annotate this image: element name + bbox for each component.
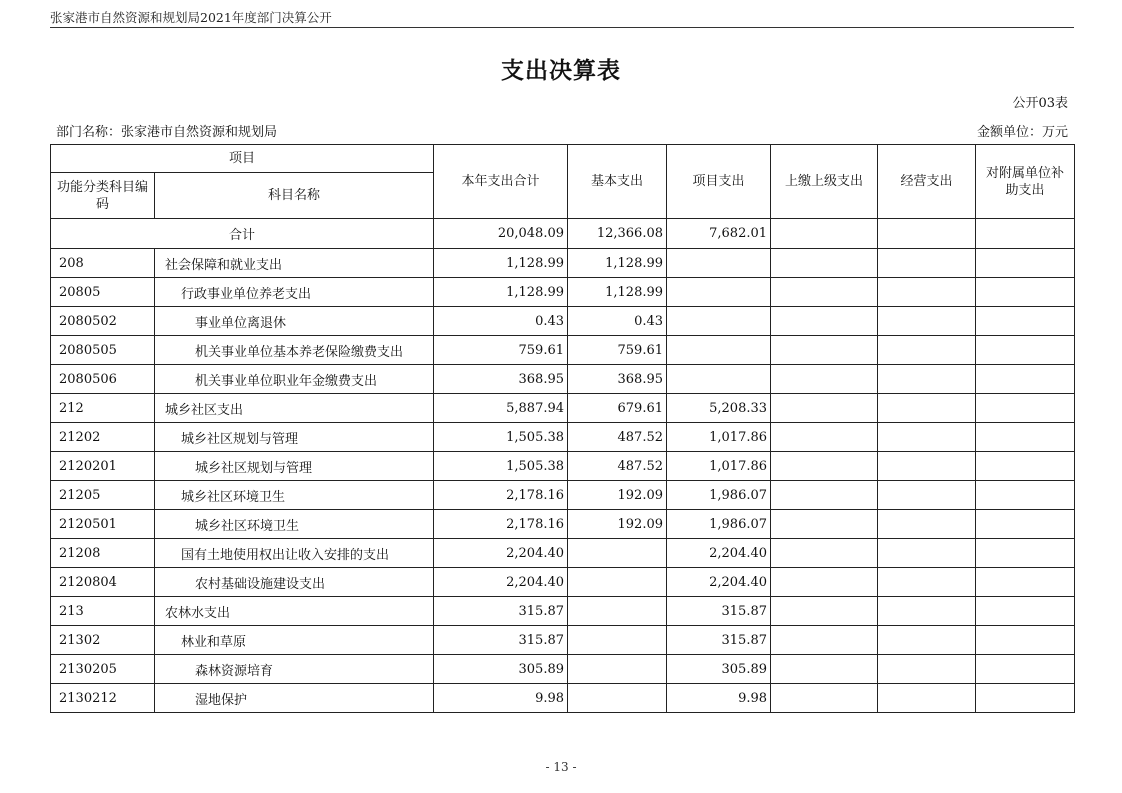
table-row (51, 249, 1075, 278)
row-subsidy (976, 423, 1075, 452)
row-project: 1,017.86 (667, 452, 771, 481)
row-total: 1,128.99 (434, 278, 568, 307)
header-subsidy: 对附属单位补助支出 (976, 145, 1075, 219)
row-project (667, 307, 771, 336)
row-name: 城乡社区规划与管理 (155, 423, 434, 452)
row-project (667, 336, 771, 365)
row-basic: 1,128.99 (568, 249, 667, 278)
row-total: 1,128.99 (434, 249, 568, 278)
row-upper (771, 423, 878, 452)
amount-unit: 金额单位：万元 (976, 125, 1068, 140)
row-project: 315.87 (667, 626, 771, 655)
row-basic: 368.95 (568, 365, 667, 394)
table-row (51, 423, 1075, 452)
table-row (51, 539, 1075, 568)
department-name: 部门名称：张家港市自然资源和规划局 (56, 125, 278, 140)
row-basic (568, 626, 667, 655)
row-basic (568, 655, 667, 684)
row-upper (771, 626, 878, 655)
row-code: 20805 (51, 278, 155, 307)
header-total: 本年支出合计 (434, 145, 568, 219)
expenditure-table (50, 144, 1075, 713)
row-upper (771, 307, 878, 336)
row-total: 9.98 (434, 684, 568, 713)
row-subsidy (976, 307, 1075, 336)
row-subsidy (976, 597, 1075, 626)
table-row (51, 510, 1075, 539)
row-name: 农林水支出 (155, 597, 434, 626)
total-business (878, 219, 976, 249)
row-subsidy (976, 510, 1075, 539)
row-upper (771, 684, 878, 713)
row-code: 21208 (51, 539, 155, 568)
table-row (51, 684, 1075, 713)
row-subsidy (976, 626, 1075, 655)
row-project: 1,986.07 (667, 481, 771, 510)
row-project: 9.98 (667, 684, 771, 713)
row-subsidy (976, 684, 1075, 713)
row-project: 1,986.07 (667, 510, 771, 539)
row-subsidy (976, 452, 1075, 481)
row-name: 机关事业单位基本养老保险缴费支出 (155, 336, 434, 365)
row-upper (771, 510, 878, 539)
header-upper: 上缴上级支出 (771, 145, 878, 219)
table-row (51, 365, 1075, 394)
row-subsidy (976, 539, 1075, 568)
row-business (878, 307, 976, 336)
row-upper (771, 365, 878, 394)
row-subsidy (976, 568, 1075, 597)
row-total: 2,178.16 (434, 510, 568, 539)
row-total: 368.95 (434, 365, 568, 394)
row-business (878, 452, 976, 481)
row-project: 2,204.40 (667, 539, 771, 568)
row-name: 城乡社区规划与管理 (155, 452, 434, 481)
row-name: 机关事业单位职业年金缴费支出 (155, 365, 434, 394)
header-basic: 基本支出 (568, 145, 667, 219)
row-code: 2080506 (51, 365, 155, 394)
row-upper (771, 568, 878, 597)
row-project: 2,204.40 (667, 568, 771, 597)
row-code: 212 (51, 394, 155, 423)
row-total: 0.43 (434, 307, 568, 336)
row-project (667, 249, 771, 278)
row-upper (771, 249, 878, 278)
row-basic: 759.61 (568, 336, 667, 365)
row-code: 2080502 (51, 307, 155, 336)
row-code: 213 (51, 597, 155, 626)
row-code: 2130205 (51, 655, 155, 684)
row-business (878, 626, 976, 655)
form-number: 公开03表 (1012, 96, 1068, 111)
row-subsidy (976, 394, 1075, 423)
total-basic: 12,366.08 (568, 219, 667, 249)
row-upper (771, 481, 878, 510)
row-code: 2120201 (51, 452, 155, 481)
row-upper (771, 452, 878, 481)
row-basic: 192.09 (568, 481, 667, 510)
row-project: 5,208.33 (667, 394, 771, 423)
row-business (878, 568, 976, 597)
row-total: 759.61 (434, 336, 568, 365)
row-total: 2,204.40 (434, 539, 568, 568)
table-row (51, 307, 1075, 336)
row-basic: 487.52 (568, 452, 667, 481)
row-upper (771, 597, 878, 626)
row-business (878, 510, 976, 539)
total-upper (771, 219, 878, 249)
total-project: 7,682.01 (667, 219, 771, 249)
header-code: 功能分类科目编码 (51, 173, 155, 219)
row-total: 1,505.38 (434, 423, 568, 452)
row-name: 城乡社区环境卫生 (155, 481, 434, 510)
header-project-expense: 项目支出 (667, 145, 771, 219)
row-total: 5,887.94 (434, 394, 568, 423)
row-subsidy (976, 481, 1075, 510)
row-subsidy (976, 655, 1075, 684)
row-upper (771, 394, 878, 423)
row-name: 湿地保护 (155, 684, 434, 713)
row-business (878, 394, 976, 423)
row-business (878, 336, 976, 365)
row-subsidy (976, 365, 1075, 394)
row-name: 行政事业单位养老支出 (155, 278, 434, 307)
row-basic: 1,128.99 (568, 278, 667, 307)
row-upper (771, 655, 878, 684)
table-row (51, 626, 1075, 655)
row-name: 国有土地使用权出让收入安排的支出 (155, 539, 434, 568)
row-project (667, 365, 771, 394)
table-row (51, 481, 1075, 510)
row-business (878, 539, 976, 568)
table-row (51, 655, 1075, 684)
table-row (51, 394, 1075, 423)
row-total: 2,204.40 (434, 568, 568, 597)
row-basic: 0.43 (568, 307, 667, 336)
row-business (878, 684, 976, 713)
row-name: 城乡社区环境卫生 (155, 510, 434, 539)
table-row (51, 452, 1075, 481)
row-basic: 679.61 (568, 394, 667, 423)
table-row (51, 336, 1075, 365)
row-upper (771, 539, 878, 568)
table-row (51, 278, 1075, 307)
row-code: 2130212 (51, 684, 155, 713)
page-title: 支出决算表 (501, 58, 621, 84)
row-code: 2080505 (51, 336, 155, 365)
row-total: 2,178.16 (434, 481, 568, 510)
row-name: 林业和草原 (155, 626, 434, 655)
row-code: 2120804 (51, 568, 155, 597)
row-basic (568, 684, 667, 713)
row-name: 事业单位离退休 (155, 307, 434, 336)
row-project: 1,017.86 (667, 423, 771, 452)
total-subsidy (976, 219, 1075, 249)
row-business (878, 423, 976, 452)
row-business (878, 249, 976, 278)
row-total: 315.87 (434, 597, 568, 626)
row-basic: 487.52 (568, 423, 667, 452)
total-sum: 20,048.09 (434, 219, 568, 249)
row-business (878, 365, 976, 394)
row-code: 21202 (51, 423, 155, 452)
row-business (878, 278, 976, 307)
row-total: 1,505.38 (434, 452, 568, 481)
header-business: 经营支出 (878, 145, 976, 219)
row-code: 2120501 (51, 510, 155, 539)
row-business (878, 597, 976, 626)
row-project: 315.87 (667, 597, 771, 626)
header-name: 科目名称 (155, 173, 434, 219)
row-name: 森林资源培育 (155, 655, 434, 684)
row-code: 208 (51, 249, 155, 278)
table-row (51, 568, 1075, 597)
row-code: 21302 (51, 626, 155, 655)
row-subsidy (976, 336, 1075, 365)
row-business (878, 481, 976, 510)
row-total: 305.89 (434, 655, 568, 684)
row-basic (568, 568, 667, 597)
row-business (878, 655, 976, 684)
total-label: 合计 (51, 219, 434, 249)
row-project (667, 278, 771, 307)
running-header: 张家港市自然资源和规划局2021年度部门决算公开 (50, 10, 332, 25)
row-code: 21205 (51, 481, 155, 510)
row-name: 城乡社区支出 (155, 394, 434, 423)
total-row (51, 219, 1075, 249)
page-number: - 13 - (545, 760, 577, 774)
header-rule (50, 27, 1074, 28)
table-row (51, 597, 1075, 626)
row-subsidy (976, 278, 1075, 307)
row-upper (771, 278, 878, 307)
row-name: 社会保障和就业支出 (155, 249, 434, 278)
row-name: 农村基础设施建设支出 (155, 568, 434, 597)
row-basic (568, 597, 667, 626)
row-upper (771, 336, 878, 365)
table-body (51, 219, 1075, 713)
row-project: 305.89 (667, 655, 771, 684)
row-basic (568, 539, 667, 568)
header-project: 项目 (51, 145, 434, 173)
row-basic: 192.09 (568, 510, 667, 539)
row-subsidy (976, 249, 1075, 278)
row-total: 315.87 (434, 626, 568, 655)
